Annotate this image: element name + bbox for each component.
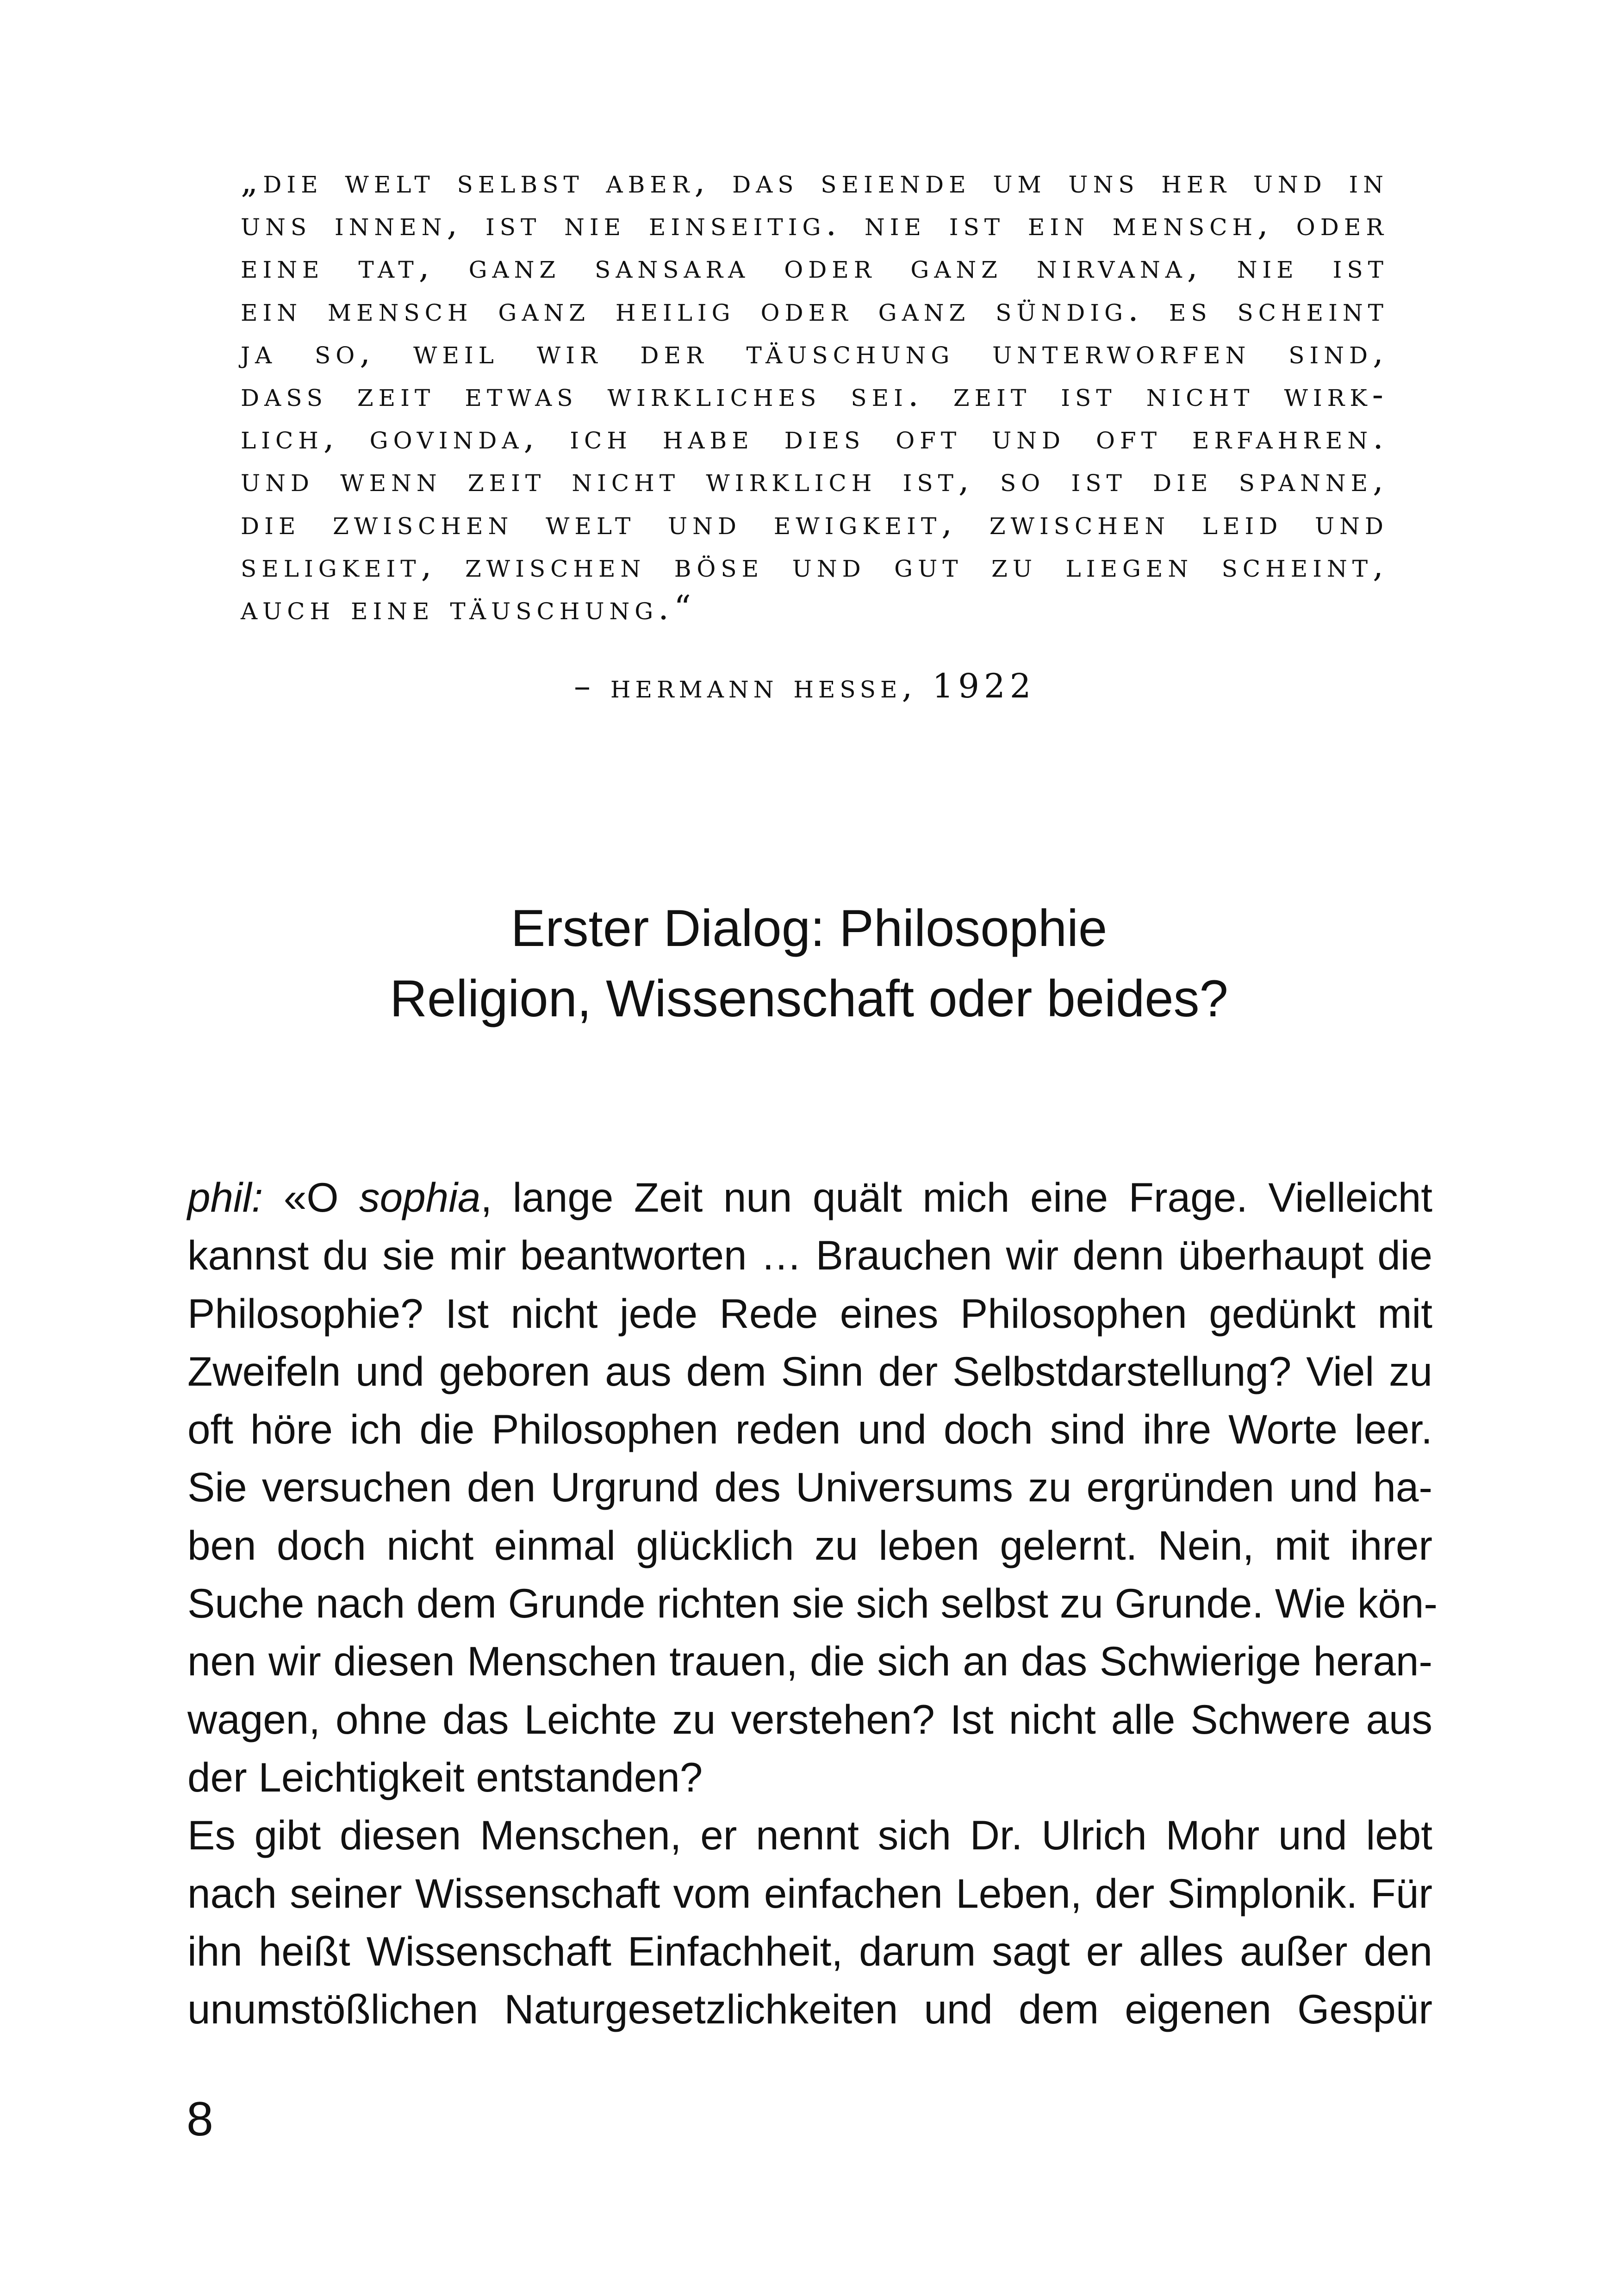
body-line-rest: , lange Zeit nun quält mich eine Frage. Vielleicht	[480, 1174, 1432, 1220]
body-line: Zweifeln und geboren aus dem Sinn der Selbstdarstellung? Viel zu	[187, 1348, 1432, 1394]
epigraph-line: „die welt selbst aber, das seiende um uns her und in	[241, 162, 1388, 200]
body-line: Philosophie? Ist nicht jede Rede eines Philosophen gedünkt mit	[187, 1290, 1432, 1337]
epigraph-line: uns innen, ist nie einseitig. nie ist ein mensch, oder	[241, 204, 1388, 243]
speaker-label: phil:	[187, 1174, 263, 1220]
epigraph-line: dass zeit etwas wirkliches sei. zeit ist nicht wirk-	[241, 375, 1388, 414]
body-line: der Leichtigkeit entstanden?	[187, 1754, 703, 1800]
addressee-name: sophia	[359, 1174, 481, 1220]
epigraph-quote	[241, 160, 1388, 629]
epigraph-attribution: – hermann hesse, 1922	[574, 666, 1036, 705]
body-line: nach seiner Wissenschaft vom einfachen Leben, der Simplonik. Für	[187, 1870, 1432, 1916]
body-line: ihn heißt Wissenschaft Einfachheit, darum sagt er alles außer den	[187, 1928, 1432, 1974]
epigraph-line: eine tat, ganz sansara oder ganz nirvana, nie ist	[241, 247, 1388, 286]
body-line-first	[187, 1169, 1432, 1226]
body-line: unumstößlichen Naturgesetzlichkeiten und dem eigenen Gespür	[187, 1986, 1432, 2033]
body-line: nen wir diesen Menschen trauen, die sich an das Schwierige heran-	[187, 1638, 1432, 1685]
epigraph-line: ein mensch ganz heilig oder ganz sündig. es scheint	[241, 289, 1388, 329]
body-line: oft höre ich die Philosophen reden und doch sind ihre Worte leer.	[187, 1406, 1432, 1453]
chapter-title-line-2: Religion, Wissenschaft oder beides?	[390, 970, 1228, 1027]
chapter-title	[0, 893, 1618, 1034]
epigraph-line: auch eine täuschung.“	[241, 588, 696, 628]
body-paragraphs	[187, 1169, 1438, 2038]
chapter-title-line-1: Erster Dialog: Philosophie	[510, 899, 1108, 957]
body-line: Sie versuchen den Urgrund des Universums zu ergründen und ha-	[187, 1464, 1432, 1511]
quote-open: «O	[263, 1174, 360, 1220]
body-line: wagen, ohne das Leichte zu verstehen? Ist nicht alle Schwere aus	[187, 1696, 1432, 1742]
epigraph-line: ja so, weil wir der täuschung unterworfen sind,	[241, 332, 1388, 371]
epigraph-line: lich, govinda, ich habe dies oft und oft erfahren.	[241, 417, 1388, 457]
epigraph-line: und wenn zeit nicht wirklich ist, so ist die spanne,	[241, 460, 1388, 499]
body-line: Es gibt diesen Menschen, er nennt sich Dr. Ulrich Mohr und lebt	[187, 1812, 1432, 1859]
epigraph-line: seligkeit, zwischen böse und gut zu liegen scheint,	[241, 545, 1388, 585]
epigraph-line: die zwischen welt und ewigkeit, zwischen leid und	[241, 503, 1388, 542]
body-line: ben doch nicht einmal glücklich zu leben gelernt. Nein, mit ihrer	[187, 1522, 1432, 1568]
body-line: Suche nach dem Grunde richten sie sich selbst zu Grunde. Wie kön-	[187, 1580, 1438, 1627]
body-line: kannst du sie mir beantworten … Brauchen wir denn überhaupt die	[187, 1232, 1432, 1279]
page-number: 8	[187, 2092, 213, 2146]
